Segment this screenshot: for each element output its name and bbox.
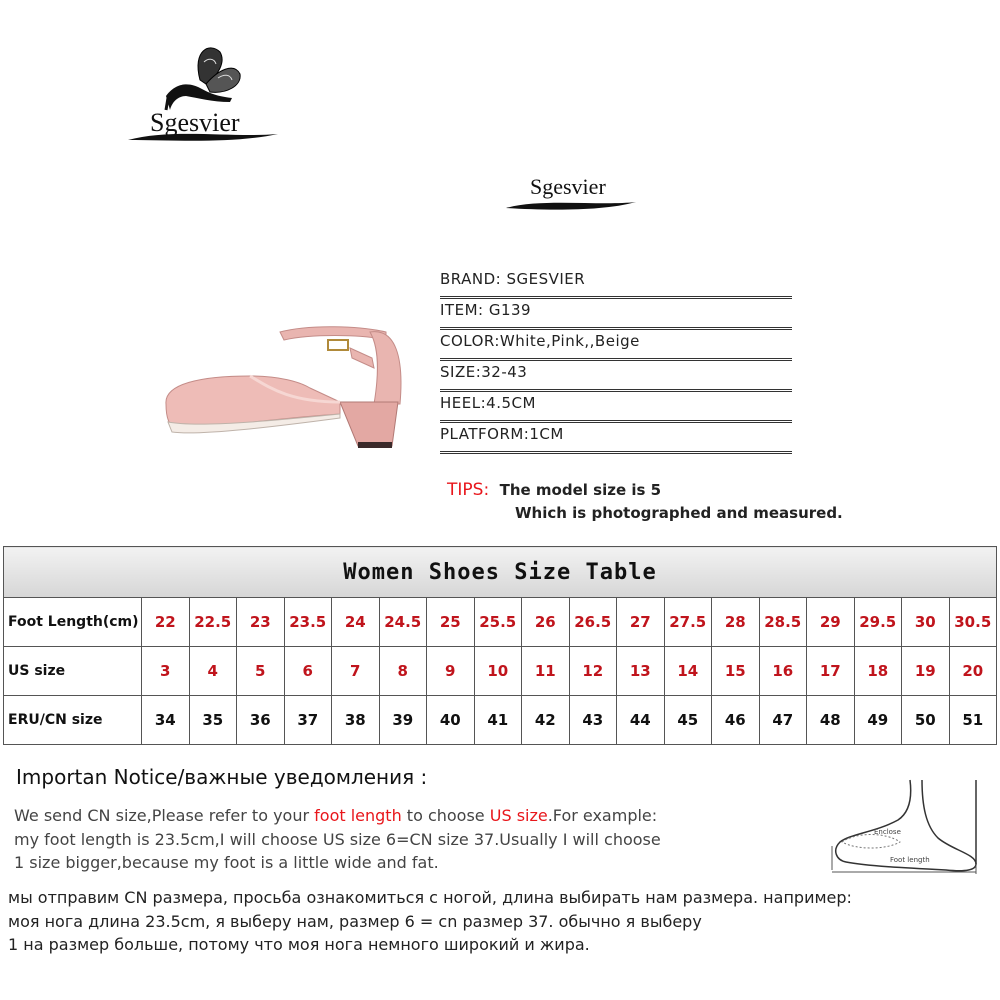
butterfly-heel-icon	[122, 40, 282, 160]
table-cell: 39	[379, 696, 427, 745]
brand-logo-small	[500, 168, 640, 218]
spec-item: ITEM: G139	[440, 299, 792, 330]
spec-platform: PLATFORM:1CM	[440, 423, 792, 454]
size-table	[3, 546, 997, 745]
table-cell: 24	[332, 598, 380, 647]
table-row-label: US size	[4, 647, 142, 696]
table-cell: 14	[664, 647, 712, 696]
notice-ru-line-1: мы отправим CN размера, просьба ознакомиться с ногой, длина выбирать нам размера. например:	[8, 888, 852, 907]
spec-heel: HEEL:4.5CM	[440, 392, 792, 423]
foot-diagram	[826, 776, 986, 876]
notice-en-line-2: my foot length is 23.5cm,I will choose US size 6=CN size 37.Usually I will choose	[14, 829, 661, 849]
highlight-foot-length: foot length	[314, 806, 402, 825]
table-cell: 26	[522, 598, 570, 647]
table-cell: 9	[427, 647, 475, 696]
table-cell: 47	[759, 696, 807, 745]
notice-english: We send CN size,Please refer to your foot length to choose US size.For example: my foot length is 23.5cm,I will choose US size 6=CN size 37.Usually I will choose 1 size bigger,because my foot is a little wide and fat.	[14, 804, 774, 875]
table-cell: 20	[949, 647, 997, 696]
notice-ru-line-3: 1 на размер больше, потому что моя нога немного широкий и жира.	[8, 935, 590, 954]
table-cell: 38	[332, 696, 380, 745]
table-cell: 30.5	[949, 598, 997, 647]
table-cell: 42	[522, 696, 570, 745]
table-cell: 4	[189, 647, 237, 696]
table-cell: 49	[854, 696, 902, 745]
table-cell: 46	[712, 696, 760, 745]
table-cell: 37	[284, 696, 332, 745]
size-table-title: Women Shoes Size Table	[4, 547, 997, 598]
table-cell: 48	[807, 696, 855, 745]
table-cell: 40	[427, 696, 475, 745]
table-cell: 45	[664, 696, 712, 745]
table-cell: 35	[189, 696, 237, 745]
spec-color: COLOR:White,Pink,,Beige	[440, 330, 792, 361]
table-cell: 34	[142, 696, 190, 745]
tips-line-2: Which is photographed and measured.	[515, 504, 843, 522]
foot-label-length: Foot length	[890, 856, 930, 864]
table-cell: 27.5	[664, 598, 712, 647]
tips-block	[447, 480, 843, 522]
table-cell: 29.5	[854, 598, 902, 647]
table-cell: 11	[522, 647, 570, 696]
table-cell: 13	[617, 647, 665, 696]
table-cell: 22.5	[189, 598, 237, 647]
notice-en-line-3: 1 size bigger,because my foot is a little wide and fat.	[14, 853, 439, 872]
table-cell: 50	[902, 696, 950, 745]
product-specs	[440, 268, 792, 454]
table-cell: 28	[712, 598, 760, 647]
table-cell: 6	[284, 647, 332, 696]
table-cell: 25	[427, 598, 475, 647]
table-row-label: Foot Length(cm)	[4, 598, 142, 647]
table-cell: 28.5	[759, 598, 807, 647]
table-cell: 29	[807, 598, 855, 647]
brand-logo-text: Sgesvier	[150, 108, 240, 137]
table-cell: 25.5	[474, 598, 522, 647]
table-cell: 5	[237, 647, 285, 696]
table-cell: 18	[854, 647, 902, 696]
table-cell: 27	[617, 598, 665, 647]
table-row-label: ERU/CN size	[4, 696, 142, 745]
notice-title: Importan Notice/важные уведомления :	[16, 765, 428, 789]
spec-size: SIZE:32-43	[440, 361, 792, 392]
notice-ru-line-2: моя нога длина 23.5cm, я выберу нам, размер 6 = cn размер 37. обычно я выберу	[8, 911, 702, 931]
table-cell: 51	[949, 696, 997, 745]
table-cell: 15	[712, 647, 760, 696]
highlight-us-size: US size	[489, 806, 548, 825]
table-row	[4, 598, 997, 647]
foot-label-enclose: Enclose	[874, 828, 901, 836]
table-cell: 41	[474, 696, 522, 745]
shoe-icon	[160, 318, 420, 458]
tips-label: TIPS:	[447, 480, 490, 500]
table-cell: 44	[617, 696, 665, 745]
table-cell: 24.5	[379, 598, 427, 647]
table-cell: 22	[142, 598, 190, 647]
table-cell: 3	[142, 647, 190, 696]
table-cell: 30	[902, 598, 950, 647]
tips-line-1: The model size is 5	[499, 481, 662, 499]
table-cell: 23	[237, 598, 285, 647]
table-cell: 8	[379, 647, 427, 696]
table-cell: 23.5	[284, 598, 332, 647]
spec-brand: BRAND: SGESVIER	[440, 268, 792, 299]
table-cell: 16	[759, 647, 807, 696]
table-cell: 17	[807, 647, 855, 696]
table-row	[4, 647, 997, 696]
brand-logo-large	[122, 40, 282, 160]
table-cell: 12	[569, 647, 617, 696]
table-cell: 36	[237, 696, 285, 745]
brand-logo-small-text: Sgesvier	[530, 174, 606, 199]
product-shoe-image	[160, 318, 420, 458]
table-cell: 26.5	[569, 598, 617, 647]
table-cell: 10	[474, 647, 522, 696]
table-cell: 43	[569, 696, 617, 745]
table-cell: 7	[332, 647, 380, 696]
table-cell: 19	[902, 647, 950, 696]
notice-russian	[8, 886, 968, 957]
table-row	[4, 696, 997, 745]
